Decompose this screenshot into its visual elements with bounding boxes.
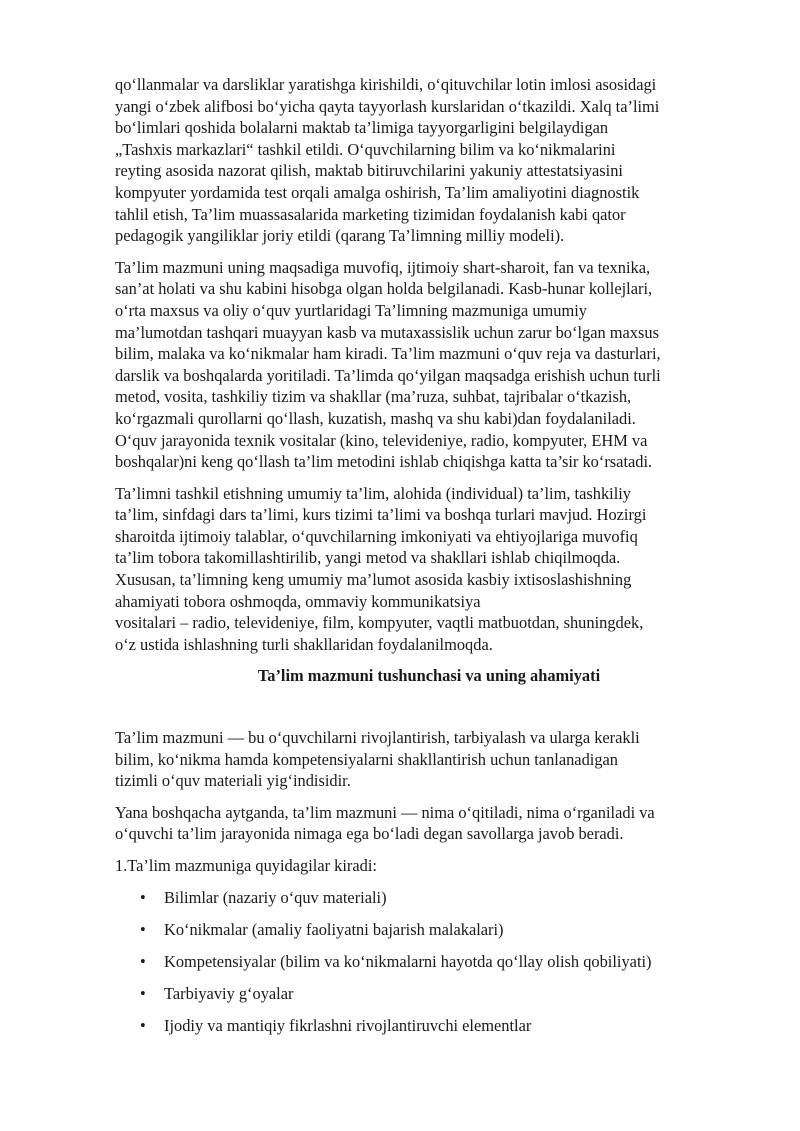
- text-line: bilim, malaka va ko‘nikmalar ham kiradi. Ta’lim mazmuni o‘quv reja va dasturlari,: [115, 344, 661, 364]
- list-item: [115, 983, 743, 1015]
- text-line: reyting asosida nazorat qilish, maktab bitiruvchilarini yakuniy attestatsiyasini: [115, 161, 623, 181]
- bullet-icon: •: [140, 1015, 146, 1035]
- bullet-icon: •: [140, 919, 146, 939]
- paragraph-5: [115, 802, 743, 845]
- text-line: tizimli o‘quv materiali yig‘indisidir.: [115, 771, 351, 791]
- text-line: tahlil etish, Ta’lim muassasalarida marketing tizimidan foydalanish kabi qator: [115, 204, 626, 224]
- text-line: Xususan, ta’limning keng umumiy ma’lumot asosida kasbiy ixtisoslashishning: [115, 570, 632, 590]
- text-line: ma’lumotdan tashqari muayyan kasb va mutaxassislik uchun zarur bo‘lgan maxsus: [115, 322, 659, 342]
- text-line: yangi o‘zbek alifbosi bo‘yicha qayta tayyorlash kurslaridan o‘tkazildi. Xalq ta’limi: [115, 96, 660, 116]
- text-line: ta’lim tobora takomillashtirilib, yangi metod va shakllari ishlab chiqilmoqda.: [115, 548, 621, 568]
- list-item: [115, 951, 743, 983]
- text-line: bo‘limlari qoshida bolalarni maktab ta’limiga tayyorgarligini belgilaydigan: [115, 118, 609, 138]
- text-line: boshqalar)ni keng qo‘llash ta’lim metodini ishlab chiqishga katta ta’sir ko‘rsatadi.: [115, 452, 653, 472]
- list-item-text: Kompetensiyalar (bilim va ko‘nikmalarni hayotda qo‘llay olish qobiliyati): [164, 951, 652, 971]
- paragraph-1: [115, 74, 743, 247]
- text-line: darslik va boshqalarda yoritiladi. Ta’limda qo‘yilgan maqsadga erishish uchun turli: [115, 365, 661, 385]
- section-heading: Ta’lim mazmuni tushunchasi va uning ahamiyati: [257, 666, 601, 686]
- text-line: ko‘rgazmali qurollarni qo‘llash, kuzatish, mashq va shu kabi)dan foydalaniladi.: [115, 408, 636, 428]
- list-intro: 1.Ta’lim mazmuniga quyidagilar kiradi:: [115, 856, 377, 875]
- text-line: Ta’limni tashkil etishning umumiy ta’lim, alohida (individual) ta’lim, tashkiliy: [115, 483, 631, 503]
- text-line: bilim, ko‘nikma hamda kompetensiyalarni shakllantirish uchun tanlanadigan: [115, 749, 618, 769]
- list-item: [115, 887, 743, 919]
- text-line: sharoitda ijtimoiy talablar, o‘quvchilarning imkoniyati va ehtiyojlariga muvofiq: [115, 526, 638, 546]
- text-line: vositalari – radio, televideniye, film, kompyuter, vaqtli matbuotdan, shuningdek,: [115, 613, 644, 633]
- bullet-icon: •: [140, 951, 146, 971]
- text-line: Ta’lim mazmuni uning maqsadiga muvofiq, ijtimoiy shart-sharoit, fan va texnika,: [115, 257, 651, 277]
- text-line: o‘quvchi ta’lim jarayonida nimaga ega bo‘ladi degan savollarga javob beradi.: [115, 824, 624, 844]
- text-line: san’at holati va shu kabini hisobga olgan holda belgilanadi. Kasb-hunar kollejlari,: [115, 279, 653, 299]
- text-line: o‘z ustida ishlashning turli shakllaridan foydalanilmoqda.: [115, 634, 493, 654]
- bullet-list: [115, 887, 743, 1047]
- document-page: [115, 74, 743, 1047]
- list-item: [115, 1015, 743, 1047]
- text-line: Yana boshqacha aytganda, ta’lim mazmuni — nima o‘qitiladi, nima o‘rganiladi va: [115, 802, 655, 822]
- text-line: o‘rta maxsus va oliy o‘quv yurtlaridagi Ta’limning mazmuniga umumiy: [115, 300, 587, 320]
- text-line: Ta’lim mazmuni — bu o‘quvchilarni rivojlantirish, tarbiyalash va ularga kerakli: [115, 728, 640, 748]
- list-item-text: Tarbiyaviy g‘oyalar: [164, 983, 294, 1003]
- text-line: ahamiyati tobora oshmoqda, ommaviy kommunikatsiya: [115, 591, 481, 611]
- spacer: [115, 687, 743, 727]
- list-item: [115, 919, 743, 951]
- bullet-icon: •: [140, 983, 146, 1003]
- list-item-text: Ijodiy va mantiqiy fikrlashni rivojlantiruvchi elementlar: [164, 1015, 532, 1035]
- list-item-text: Ko‘nikmalar (amaliy faoliyatni bajarish malakalari): [164, 919, 504, 939]
- list-item-text: Bilimlar (nazariy o‘quv materiali): [164, 887, 387, 907]
- text-line: kompyuter yordamida test orqali amalga oshirish, Ta’lim amaliyotini diagnostik: [115, 182, 640, 202]
- text-line: O‘quv jarayonida texnik vositalar (kino, televideniye, radio, kompyuter, EHM va: [115, 430, 648, 450]
- bullet-icon: •: [140, 887, 146, 907]
- paragraph-2: [115, 257, 743, 473]
- text-line: metod, vosita, tashkiliy tizim va shakllar (ma’ruza, suhbat, tajribalar o‘tkazish,: [115, 387, 632, 407]
- paragraph-4: [115, 727, 743, 792]
- text-line: qo‘llanmalar va darsliklar yaratishga kirishildi, o‘qituvchilar lotin imlosi asosidagi: [115, 75, 657, 94]
- paragraph-3: [115, 483, 743, 656]
- text-line: „Tashxis markazlari“ tashkil etildi. O‘quvchilarning bilim va ko‘nikmalarini: [115, 139, 616, 159]
- text-line: pedagogik yangiliklar joriy etildi (qarang Ta’limning milliy modeli).: [115, 226, 565, 246]
- text-line: ta’lim, sinfdagi dars ta’limi, kurs tizimi ta’limi va boshqa turlari mavjud. Hozirgi: [115, 505, 647, 525]
